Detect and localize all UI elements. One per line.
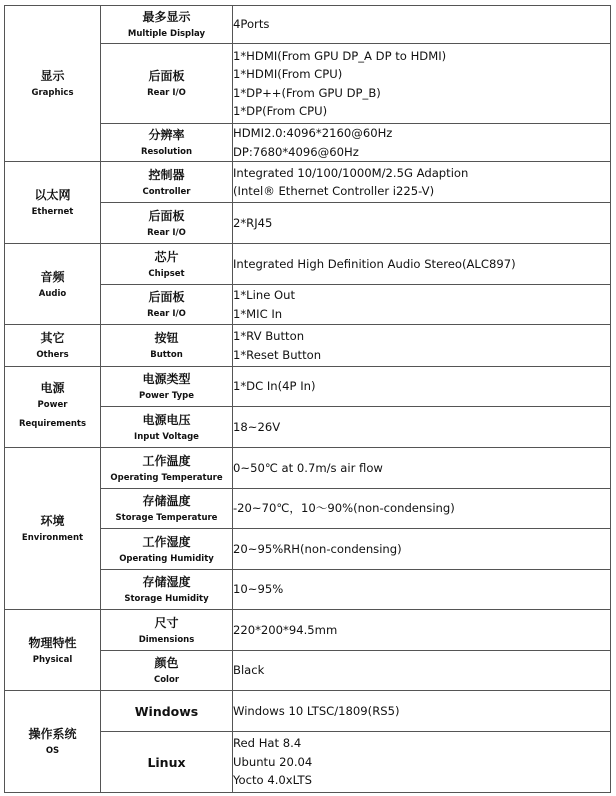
value-input-voltage: 18~26V bbox=[233, 407, 611, 448]
spec-table bbox=[4, 5, 611, 793]
value-ethernet-rear-io: 2*RJ45 bbox=[233, 203, 611, 244]
item-power-type: 电源类型 Power Type bbox=[101, 367, 233, 407]
item-windows: Windows bbox=[101, 691, 233, 732]
item-dimensions: 尺寸 Dimensions bbox=[101, 610, 233, 651]
table-row bbox=[5, 6, 611, 44]
category-audio: 音频 Audio bbox=[5, 244, 101, 325]
value-chipset: Integrated High Definition Audio Stereo(ALC897) bbox=[233, 244, 611, 285]
value-storage-temperature: -20~70℃，10～90%(non-condensing) bbox=[233, 489, 611, 529]
value-color: Black bbox=[233, 651, 611, 691]
item-color: 颜色 Color bbox=[101, 651, 233, 691]
item-controller: 控制器 Controller bbox=[101, 162, 233, 203]
item-button: 按钮 Button bbox=[101, 325, 233, 367]
item-storage-temperature: 存储温度 Storage Temperature bbox=[101, 489, 233, 529]
category-power: 电源 Power Requirements bbox=[5, 367, 101, 448]
value-windows: Windows 10 LTSC/1809(RS5) bbox=[233, 691, 611, 732]
table-row bbox=[5, 610, 611, 651]
category-graphics: 显示 Graphics bbox=[5, 6, 101, 162]
item-linux: Linux bbox=[101, 732, 233, 793]
value-audio-rear-io: 1*Line Out 1*MIC In bbox=[233, 285, 611, 325]
table-row bbox=[5, 244, 611, 285]
category-others: 其它 Others bbox=[5, 325, 101, 367]
item-ethernet-rear-io: 后面板 Rear I/O bbox=[101, 203, 233, 244]
table-row bbox=[5, 325, 611, 367]
table-row bbox=[5, 162, 611, 203]
item-chipset: 芯片 Chipset bbox=[101, 244, 233, 285]
category-os: 操作系统 OS bbox=[5, 691, 101, 793]
value-operating-humidity: 20~95%RH(non-condensing) bbox=[233, 529, 611, 570]
item-multiple-display: 最多显示 Multiple Display bbox=[101, 6, 233, 44]
value-button: 1*RV Button 1*Reset Button bbox=[233, 325, 611, 367]
category-ethernet: 以太网 Ethernet bbox=[5, 162, 101, 244]
table-row bbox=[5, 367, 611, 407]
item-resolution: 分辨率 Resolution bbox=[101, 124, 233, 162]
value-linux: Red Hat 8.4 Ubuntu 20.04 Yocto 4.0xLTS bbox=[233, 732, 611, 793]
value-storage-humidity: 10~95% bbox=[233, 570, 611, 610]
value-graphics-rear-io: 1*HDMI(From GPU DP_A DP to HDMI) 1*HDMI(From CPU) 1*DP++(From GPU DP_B) 1*DP(From CPU) bbox=[233, 44, 611, 124]
item-audio-rear-io: 后面板 Rear I/O bbox=[101, 285, 233, 325]
item-operating-humidity: 工作湿度 Operating Humidity bbox=[101, 529, 233, 570]
value-resolution: HDMI2.0:4096*2160@60Hz DP:7680*4096@60Hz bbox=[233, 124, 611, 162]
item-input-voltage: 电源电压 Input Voltage bbox=[101, 407, 233, 448]
item-storage-humidity: 存储湿度 Storage Humidity bbox=[101, 570, 233, 610]
category-physical: 物理特性 Physical bbox=[5, 610, 101, 691]
value-operating-temperature: 0~50℃ at 0.7m/s air flow bbox=[233, 448, 611, 489]
item-operating-temperature: 工作温度 Operating Temperature bbox=[101, 448, 233, 489]
value-controller: Integrated 10/100/1000M/2.5G Adaption (Intel® Ethernet Controller i225-V) bbox=[233, 162, 611, 203]
value-multiple-display: 4Ports bbox=[233, 6, 611, 44]
category-environment: 环境 Environment bbox=[5, 448, 101, 610]
table-row bbox=[5, 691, 611, 732]
table-row bbox=[5, 448, 611, 489]
item-graphics-rear-io: 后面板 Rear I/O bbox=[101, 44, 233, 124]
value-dimensions: 220*200*94.5mm bbox=[233, 610, 611, 651]
value-power-type: 1*DC In(4P In) bbox=[233, 367, 611, 407]
